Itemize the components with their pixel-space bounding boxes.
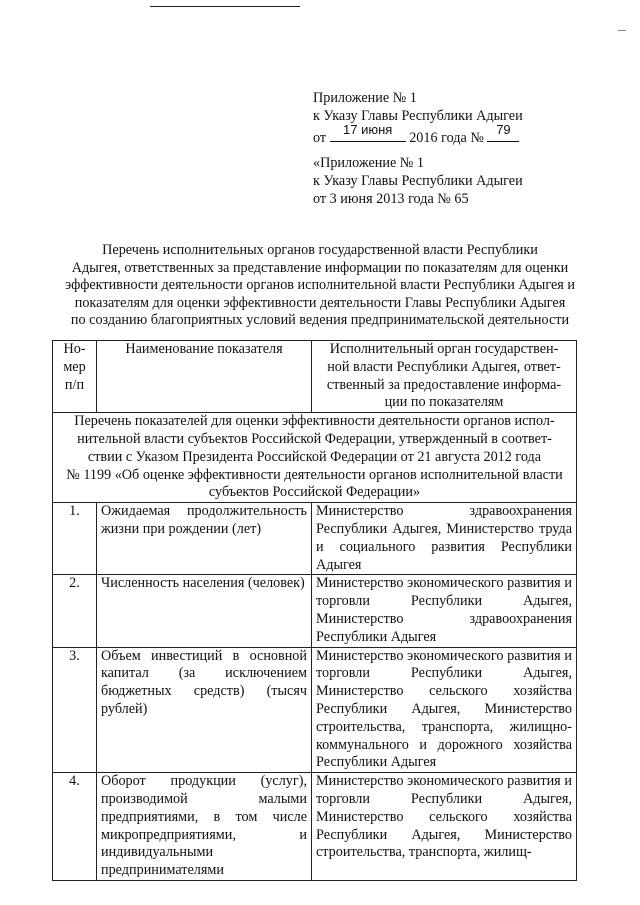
top-edge-line: [150, 6, 300, 7]
document-title-line: показателям для оценки эффективности деятельности Главы Республики Адыгея: [74, 294, 566, 311]
row-number: 3.: [53, 647, 97, 773]
table-row: [53, 503, 577, 575]
table-header-row: [53, 341, 577, 413]
row-organization: Министерство здравоохранения Республики Адыгея, Министерство труда и социального развития Республики Адыгея: [312, 503, 577, 575]
document-title-line: по созданию благоприятных условий ведения предпринимательской деятельности: [70, 312, 570, 329]
header-number-line: Но-: [63, 341, 86, 357]
row-number: 2.: [53, 575, 97, 647]
header-organization-line: ции по показателям: [384, 394, 504, 411]
row-number: 1.: [53, 503, 97, 575]
date-prefix: от: [313, 129, 327, 146]
year-text: 2016 года №: [409, 129, 484, 146]
row-organization: Министерство экономического развития и торговли Республики Адыгея, Министерство сельского хозяйства Республики Адыгея, Министерство строительства, транспорта, жилищ-: [312, 773, 577, 881]
header-indicator: Наименование показателя: [97, 341, 312, 413]
appendix-decree-ref: к Указу Главы Республики Адыгеи: [313, 107, 523, 124]
section-heading-line: № 1199 «Об оценке эффективности деятельности органов исполнительной власти: [66, 466, 563, 483]
section-heading: [53, 413, 577, 503]
appendix-title: Приложение № 1: [313, 90, 417, 106]
header-number: [53, 341, 97, 413]
previous-appendix-header: [313, 155, 613, 208]
section-heading-line: субъектов Российской Федерации»: [208, 484, 421, 501]
document-title-line: эффективности деятельности органов исполнительной власти Республики Адыгея и: [65, 277, 575, 294]
header-organization-line: ной власти Республики Адыгея, ответ-: [327, 358, 561, 375]
indicators-table: [52, 340, 577, 881]
header-number-line: мер: [63, 358, 86, 375]
header-number-line: п/п: [64, 376, 85, 393]
previous-appendix-decree-ref: к Указу Главы Республики Адыгеи: [313, 172, 523, 189]
header-organization: [312, 341, 577, 413]
table-row: [53, 575, 577, 647]
previous-appendix-date: от 3 июня 2013 года № 65: [313, 190, 469, 207]
row-organization: Министерство экономического развития и торговли Республики Адыгея, Министерство сельского хозяйства Республики Адыгея, Министерство строительства, транспорта, жилищно-коммунального и дорожного хозяйства Республики Адыгея: [312, 647, 577, 773]
section-heading-line: ствии с Указом Президента Российской Федерации от 21 августа 2012 года: [87, 448, 542, 465]
document-title-line: Перечень исполнительных органов государственной власти Республики: [102, 242, 538, 258]
table-row: [53, 647, 577, 773]
date-fill-field: [330, 121, 406, 142]
row-number: 4.: [53, 773, 97, 881]
margin-mark: [618, 30, 626, 31]
section-heading-line: Перечень показателей для оценки эффективности деятельности органов испол-: [74, 413, 555, 430]
header-organization-line: Исполнительный орган государствен-: [329, 341, 559, 357]
number-handwritten-value: 79: [496, 121, 511, 137]
appendix-header: [313, 90, 613, 147]
document-title: [50, 242, 590, 330]
row-indicator: Объем инвестиций в основной капитал (за исключением бюджетных средств) (тысяч рублей): [97, 647, 312, 773]
row-indicator: Ожидаемая продолжительность жизни при рождении (лет): [97, 503, 312, 575]
table-row: [53, 773, 577, 881]
appendix-date-line: [313, 121, 613, 148]
row-indicator: Численность населения (человек): [97, 575, 312, 647]
row-indicator: Оборот продукции (услуг), производимой малыми предприятиями, в том числе микропредприятиями, и индивидуальными предпринимателями: [97, 773, 312, 881]
header-organization-line: ственный за предоставление информа-: [326, 376, 562, 393]
previous-appendix-title: «Приложение № 1: [313, 155, 424, 171]
section-row: [53, 413, 577, 503]
date-handwritten-value: 17 июня: [343, 121, 393, 137]
number-fill-field: [487, 121, 519, 142]
row-organization: Министерство экономического развития и торговли Республики Адыгея, Министерство здравоохранения Республики Адыгея: [312, 575, 577, 647]
section-heading-line: нительной власти субъектов Российской Федерации, утвержденный в соответ-: [77, 430, 552, 447]
document-title-line: Адыгея, ответственных за представление информации по показателям для оценки: [71, 259, 569, 276]
